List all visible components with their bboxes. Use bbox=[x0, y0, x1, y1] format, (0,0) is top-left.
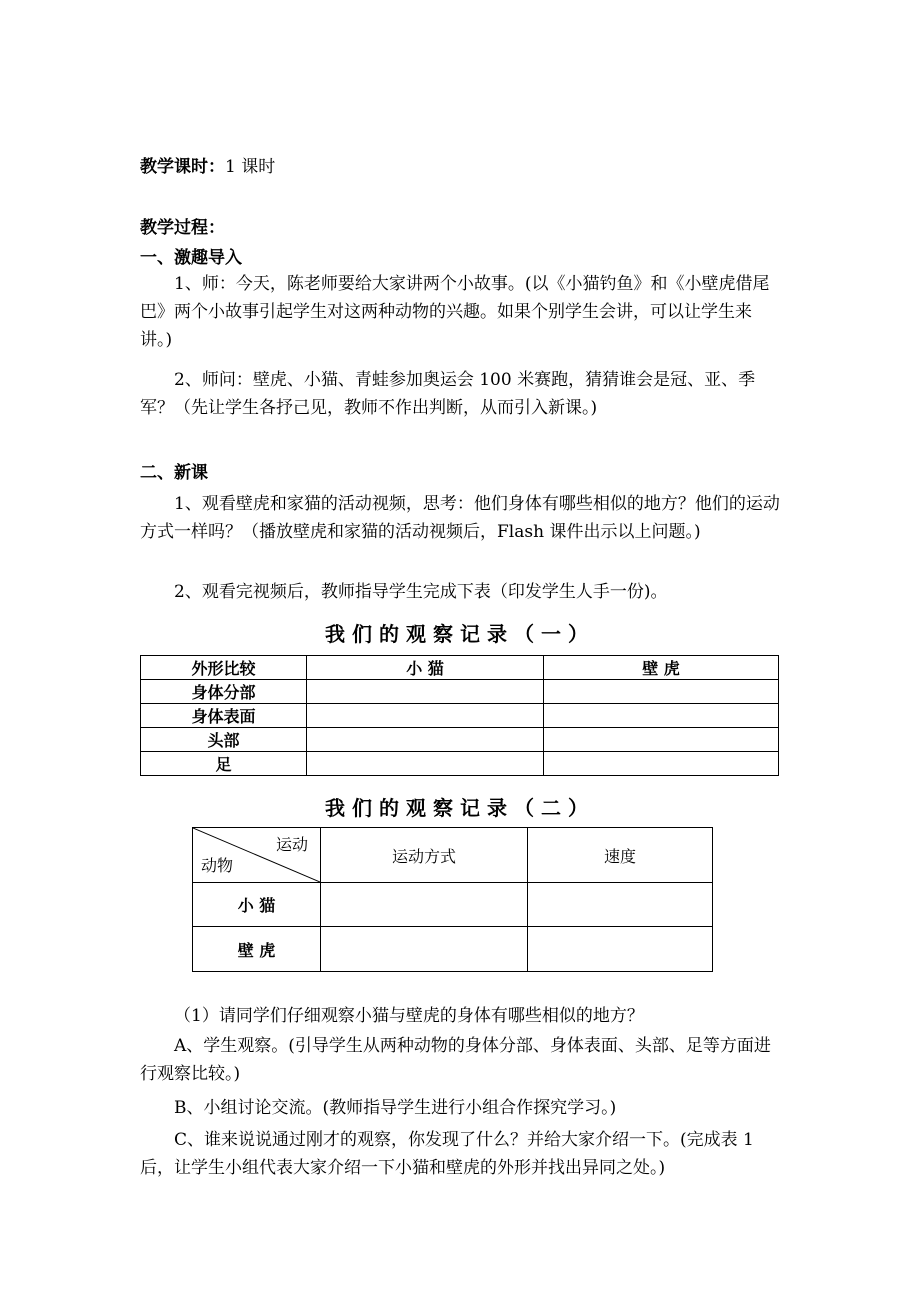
step-b: B、小组讨论交流。(教师指导学生进行小组合作探究学习。) bbox=[174, 1098, 617, 1118]
table-row bbox=[141, 704, 779, 728]
corner-label-motion: 运动 bbox=[275, 835, 308, 854]
table-cell bbox=[307, 704, 544, 728]
table-cell bbox=[528, 883, 713, 927]
step-a: A、学生观察。(引导学生从两种动物的身体分部、身体表面、头部、足等方面进行观察比较。) bbox=[140, 1036, 771, 1084]
table-cell bbox=[544, 752, 779, 776]
row-label: 足 bbox=[141, 752, 307, 776]
process-heading: 教学过程： bbox=[140, 218, 225, 238]
row-label: 壁 虎 bbox=[193, 927, 321, 972]
class-hours bbox=[140, 152, 275, 177]
corner-label-animal: 动物 bbox=[201, 856, 234, 875]
table-row bbox=[193, 927, 713, 972]
table-header: 外形比较 bbox=[141, 656, 307, 680]
section2-heading: 二、新课 bbox=[140, 463, 208, 483]
table-header: 小 猫 bbox=[307, 656, 544, 680]
table-row bbox=[141, 752, 779, 776]
section1-paragraph-1: 1、师：今天，陈老师要给大家讲两个小故事。(以《小猫钓鱼》和《小壁虎借尾巴》两个小故事引起学生对这两种动物的兴趣。如果个别学生会讲，可以让学生来讲。) bbox=[140, 274, 770, 350]
table-cell bbox=[307, 680, 544, 704]
table-row bbox=[141, 680, 779, 704]
table-cell bbox=[528, 927, 713, 972]
section1-paragraph-2: 2、师问：壁虎、小猫、青蛙参加奥运会 100 米赛跑，猜猜谁会是冠、亚、季军？（先让学生各抒己见，教师不作出判断，从而引入新课。) bbox=[140, 370, 756, 418]
table-cell bbox=[307, 752, 544, 776]
table-cell bbox=[321, 927, 528, 972]
table-cell bbox=[307, 728, 544, 752]
table-row bbox=[141, 656, 779, 680]
question-1: （1）请同学们仔细观察小猫与壁虎的身体有哪些相似的地方？ bbox=[174, 1006, 644, 1026]
table-row bbox=[141, 728, 779, 752]
step-c: C、谁来说说通过刚才的观察，你发现了什么？并给大家介绍一下。(完成表 1 后，让学生小组代表大家介绍一下小猫和壁虎的外形并找出异同之处。) bbox=[140, 1130, 754, 1178]
table-row bbox=[193, 883, 713, 927]
class-hours-value: 1 课时 bbox=[225, 157, 276, 177]
observation-table-1 bbox=[140, 655, 779, 776]
section2-paragraph-1: 1、观看壁虎和家猫的活动视频，思考：他们身体有哪些相似的地方？他们的运动方式一样吗？（播放壁虎和家猫的活动视频后，Flash 课件出示以上问题。) bbox=[140, 494, 780, 542]
table-header: 速度 bbox=[528, 828, 713, 883]
section1-heading: 一、激趣导入 bbox=[140, 248, 242, 268]
row-label: 身体分部 bbox=[141, 680, 307, 704]
table-cell bbox=[544, 704, 779, 728]
row-label: 身体表面 bbox=[141, 704, 307, 728]
table-cell bbox=[544, 680, 779, 704]
table1-title: 我们的观察记录（一） bbox=[325, 622, 595, 646]
row-label: 头部 bbox=[141, 728, 307, 752]
observation-table-2 bbox=[192, 827, 713, 972]
table-cell bbox=[321, 883, 528, 927]
diagonal-header-cell bbox=[193, 828, 321, 883]
table-header: 壁 虎 bbox=[544, 656, 779, 680]
row-label: 小 猫 bbox=[193, 883, 321, 927]
table-header: 运动方式 bbox=[321, 828, 528, 883]
class-hours-label: 教学课时： bbox=[140, 157, 225, 177]
table-row bbox=[193, 828, 713, 883]
table2-title: 我们的观察记录（二） bbox=[325, 796, 595, 820]
table-cell bbox=[544, 728, 779, 752]
section2-paragraph-2: 2、观看完视频后，教师指导学生完成下表（印发学生人手一份)。 bbox=[174, 582, 668, 602]
